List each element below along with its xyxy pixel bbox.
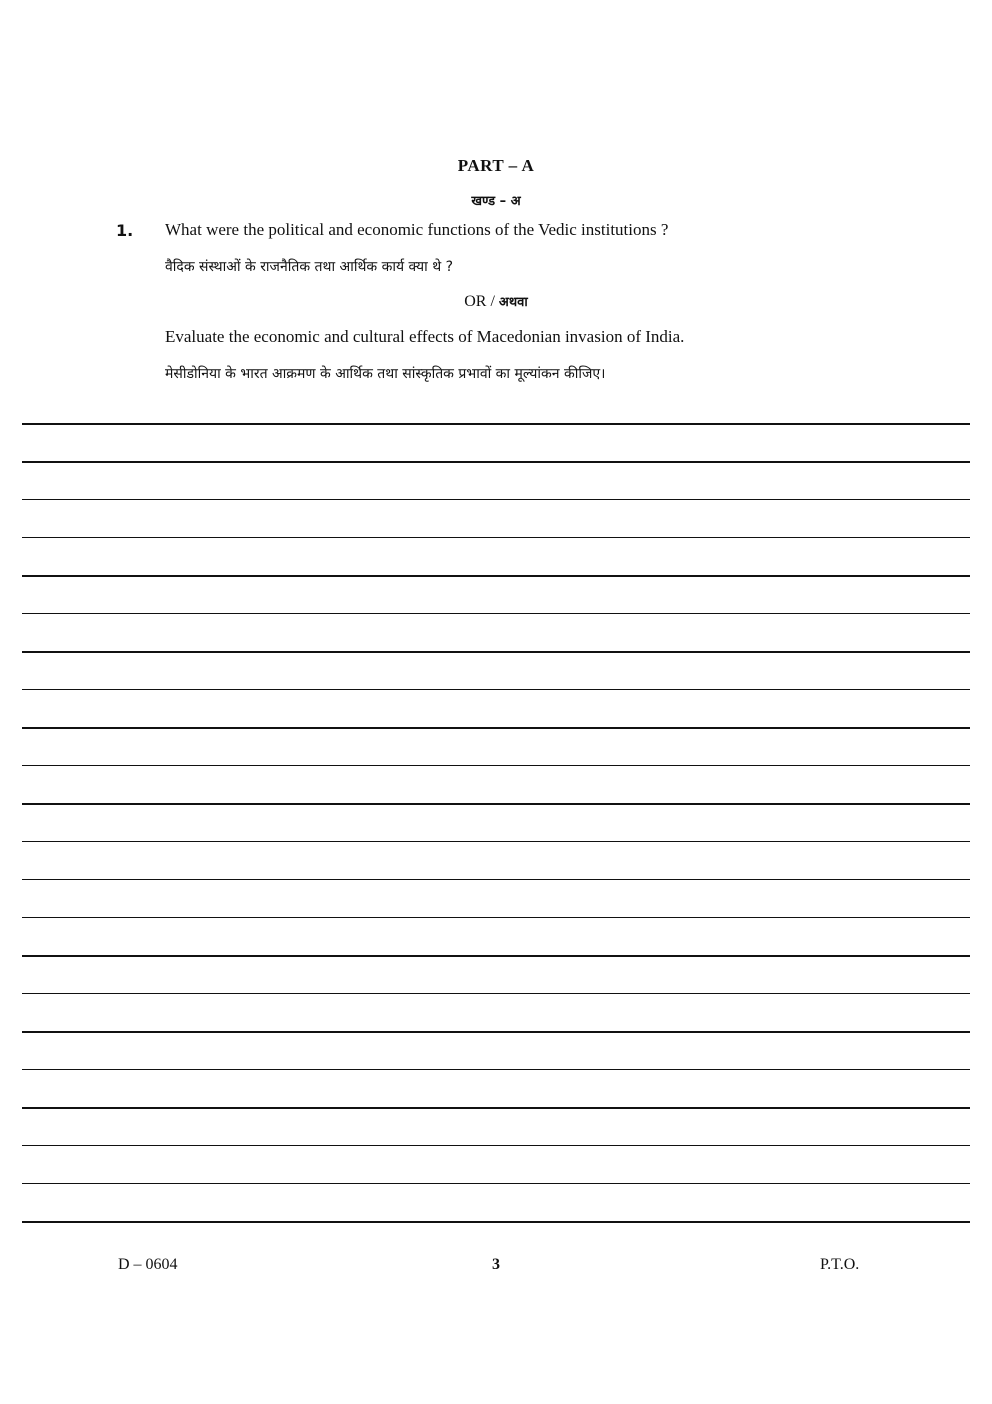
or-label-hindi: अथवा (498, 295, 528, 310)
answer-line (22, 1145, 970, 1146)
answer-line (22, 575, 970, 577)
answer-line (22, 803, 970, 805)
answer-line (22, 499, 970, 500)
question-text-hindi: वैदिक संस्थाओं के राजनैतिक तथा आर्थिक कार्य क्या थे ? (165, 259, 454, 275)
answer-line (22, 1069, 970, 1070)
answer-line (22, 1107, 970, 1109)
alternate-question-hindi: मेसीडोनिया के भारत आक्रमण के आर्थिक तथा सांस्कृतिक प्रभावों का मूल्यांकन कीजिए। (165, 366, 606, 382)
page-number: 3 (492, 1256, 500, 1273)
answer-line (22, 1031, 970, 1033)
question-number: 1. (116, 221, 134, 240)
or-label: OR / (464, 293, 499, 310)
answer-line (22, 765, 970, 766)
answer-line (22, 461, 970, 463)
answer-line (22, 689, 970, 690)
answer-line (22, 841, 970, 842)
answer-line (22, 955, 970, 957)
alternate-question-english: Evaluate the economic and cultural effects of Macedonian invasion of India. (165, 327, 685, 346)
answer-line (22, 537, 970, 538)
answer-line (22, 879, 970, 880)
question-text-english: What were the political and economic functions of the Vedic institutions ? (165, 220, 669, 239)
answer-line (22, 651, 970, 653)
answer-line (22, 423, 970, 425)
answer-line (22, 917, 970, 918)
answer-line (22, 613, 970, 614)
pto-label: P.T.O. (820, 1256, 860, 1273)
part-title-hindi: खण्ड – अ (471, 194, 521, 209)
answer-line (22, 1221, 970, 1223)
answer-line (22, 1183, 970, 1184)
answer-line (22, 993, 970, 994)
paper-code: D – 0604 (118, 1256, 178, 1273)
answer-line (22, 727, 970, 729)
part-title: PART – A (457, 156, 535, 175)
